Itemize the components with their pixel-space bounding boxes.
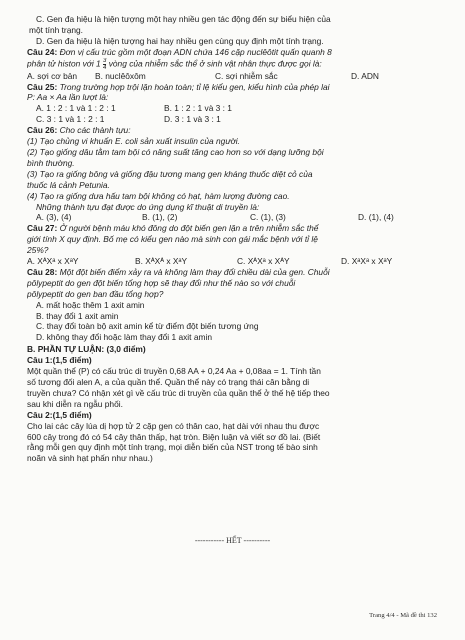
essay-2-line3: rằng mỗi gen quy định một tính trạng, mọi diễn biến của NST trong tế bào sinh <box>27 442 318 453</box>
achievement-2: (2) Tạo giống dâu tằm tam bội có năng suất tăng cao hơn so với dạng lưỡng bội <box>27 146 324 157</box>
fraction-numerator: 3 <box>103 57 107 64</box>
question-28-text1: Một đột biến điểm xảy ra và không làm thay đổi chiều dài của gen. Chuỗi <box>57 266 330 277</box>
question-27-options <box>27 256 445 267</box>
essay-1-line3: truyền chưa? Có nhận xét gì về cấu trúc di truyền của quần thể ở thế hệ tiếp theo <box>27 387 330 398</box>
achievement-1: (1) Tạo chủng vi khuẩn E. coli sản xuất insulin của người. <box>27 136 240 147</box>
question-27-text3: 25%? <box>27 245 49 256</box>
achievement-3-cont: thuốc lá cảnh Petunia. <box>27 179 110 190</box>
essay-1-title: Câu 1:(1,5 điểm) <box>27 355 92 366</box>
essay-2-line2: 600 cây trong đó có 54 cây thân thấp, hạt tròn. Biện luận và viết sơ đồ lai. (Biết <box>27 431 321 442</box>
question-27 <box>27 223 445 234</box>
option-c[interactable]: C. sợi nhiễm sắc <box>215 70 278 81</box>
fraction-denominator: 4 <box>103 64 107 71</box>
question-25 <box>27 82 445 93</box>
question-26-label: Câu 26: <box>27 125 58 136</box>
question-24-options <box>27 71 445 82</box>
question-26-options <box>27 212 445 223</box>
question-24-label: Câu 24: <box>27 46 58 57</box>
question-28-text2: pôlypeptit do gen đột biến tổng hợp sẽ thay đổi như thế nào so với chuỗi <box>27 277 296 288</box>
question-25-label: Câu 25: <box>27 81 58 92</box>
achievement-4: (4) Tạo ra giống dưa hấu tam bội không có hạt, hàm lượng đường cao. <box>27 190 290 201</box>
part-b-title: B. PHẦN TỰ LUẬN: (3,0 điểm) <box>27 344 146 355</box>
question-27-text1: Ở người bệnh máu khó đông do đột biến gen lặn a trên nhiễm sắc thể <box>57 223 319 234</box>
question-27-text2: giới tính X quy định. Bố mẹ có kiểu gen nào mà sinh con gái mắc bệnh với tỉ lệ <box>27 234 318 245</box>
option-a[interactable]: A. XᴬXᵃ x XᵃY <box>27 256 79 267</box>
question-28-label: Câu 28: <box>27 266 58 277</box>
essay-1-line4: sau khi diễn ra ngẫu phối. <box>27 398 123 409</box>
page-footer: Trang 4/4 - Mã đề thi 132 <box>369 612 437 619</box>
prev-option-c-line1: C. Gen đa hiệu là hiện tượng một hay nhiều gen tác động đến sự biểu hiện của <box>36 14 331 24</box>
question-25-options-row2 <box>27 114 445 125</box>
option-a[interactable]: A. (3), (4) <box>36 212 72 223</box>
essay-1-line2: số tương đối alen A, a của quần thể. Quần thể này có trạng thái cân bằng di <box>27 377 310 387</box>
essay-2-line4: noãn và sinh hạt phấn như nhau.) <box>27 453 153 464</box>
question-25-text1: Trong trường hợp trội lặn hoàn toàn; tỉ lệ kiểu gen, kiểu hình của phép lai <box>57 81 330 92</box>
question-27-label: Câu 27: <box>27 223 58 234</box>
option-a[interactable]: A. 1 : 2 : 1 và 1 : 2 : 1 <box>36 103 116 114</box>
question-24-text1: Đơn vị cấu trúc gồm một đoạn ADN chứa 146 cặp nuclêôtit quấn quanh 8 <box>57 46 332 57</box>
achievement-3: (3) Tạo ra giống bông và giống đậu tương mang gen kháng thuốc diệt cỏ của <box>27 168 313 179</box>
option-a[interactable]: A. mất hoặc thêm 1 axit amin <box>36 299 145 310</box>
question-24-text2b: vòng của nhiễm sắc thể ở sinh vật nhân thực được gọi là: <box>106 58 322 69</box>
option-b[interactable]: B. thay đổi 1 axit amin <box>36 310 119 321</box>
option-c[interactable]: C. (1), (3) <box>250 212 286 223</box>
exam-page <box>27 14 445 464</box>
option-b[interactable]: B. nuclêôxôm <box>95 70 146 81</box>
essay-2-title: Câu 2:(1,5 điểm) <box>27 409 92 420</box>
question-24 <box>27 47 445 58</box>
option-d[interactable]: D. XᵃXᵃ x XᵃY <box>341 256 393 267</box>
question-24-text2a: phân tử histon với 1 <box>27 58 104 69</box>
question-26-text2: Những thành tựu đạt được do ứng dụng kĩ thuật di truyền là: <box>36 201 260 212</box>
achievement-2-cont: bình thường. <box>27 157 75 168</box>
option-a[interactable]: A. sợi cơ bản <box>27 70 78 81</box>
option-b[interactable]: B. XᴬXᴬ x XᵃY <box>135 256 188 267</box>
option-c[interactable]: C. thay đổi toàn bộ axit amin kể từ điểm đột biến tương ứng <box>36 321 259 332</box>
option-b[interactable]: B. (1), (2) <box>142 212 178 223</box>
question-25-options-row1 <box>27 103 445 114</box>
essay-1-line1: Một quần thể (P) có cấu trúc di truyền 0,68 AA + 0,24 Aa + 0,08aa = 1. Tính tần <box>27 366 321 377</box>
question-24-line2 <box>27 58 445 71</box>
question-28-text3: pôlypeptit do gen ban đầu tổng hợp? <box>27 288 164 299</box>
option-d[interactable]: D. không thay đổi hoặc làm thay đổi 1 axit amin <box>36 332 212 343</box>
option-c[interactable]: C. 3 : 1 và 1 : 2 : 1 <box>36 114 105 125</box>
prev-option-d: D. Gen đa hiệu là hiện tượng hai hay nhiều gen cùng quy định một tính trạng. <box>36 35 324 46</box>
option-d[interactable]: D. (1), (4) <box>358 212 394 223</box>
option-b[interactable]: B. 1 : 2 : 1 và 3 : 1 <box>164 103 232 114</box>
question-26-text1: Cho các thành tựu: <box>57 125 131 136</box>
end-of-exam-mark: ----------- HẾT ---------- <box>194 536 271 545</box>
question-28 <box>27 267 445 278</box>
prev-option-c-line2: một tính trạng. <box>29 24 83 35</box>
question-25-text2: P: Aa × Aa lần lượt là: <box>27 92 109 103</box>
option-d[interactable]: D. 3 : 1 và 3 : 1 <box>164 114 221 125</box>
option-d[interactable]: D. ADN <box>351 70 379 81</box>
option-c[interactable]: C. XᴬXᵃ x XᴬY <box>237 256 290 267</box>
question-26 <box>27 125 445 136</box>
essay-2-line1: Cho lai các cây lúa dị hợp tử 2 cặp gen có thân cao, hạt dài với nhau thu được <box>27 420 320 431</box>
